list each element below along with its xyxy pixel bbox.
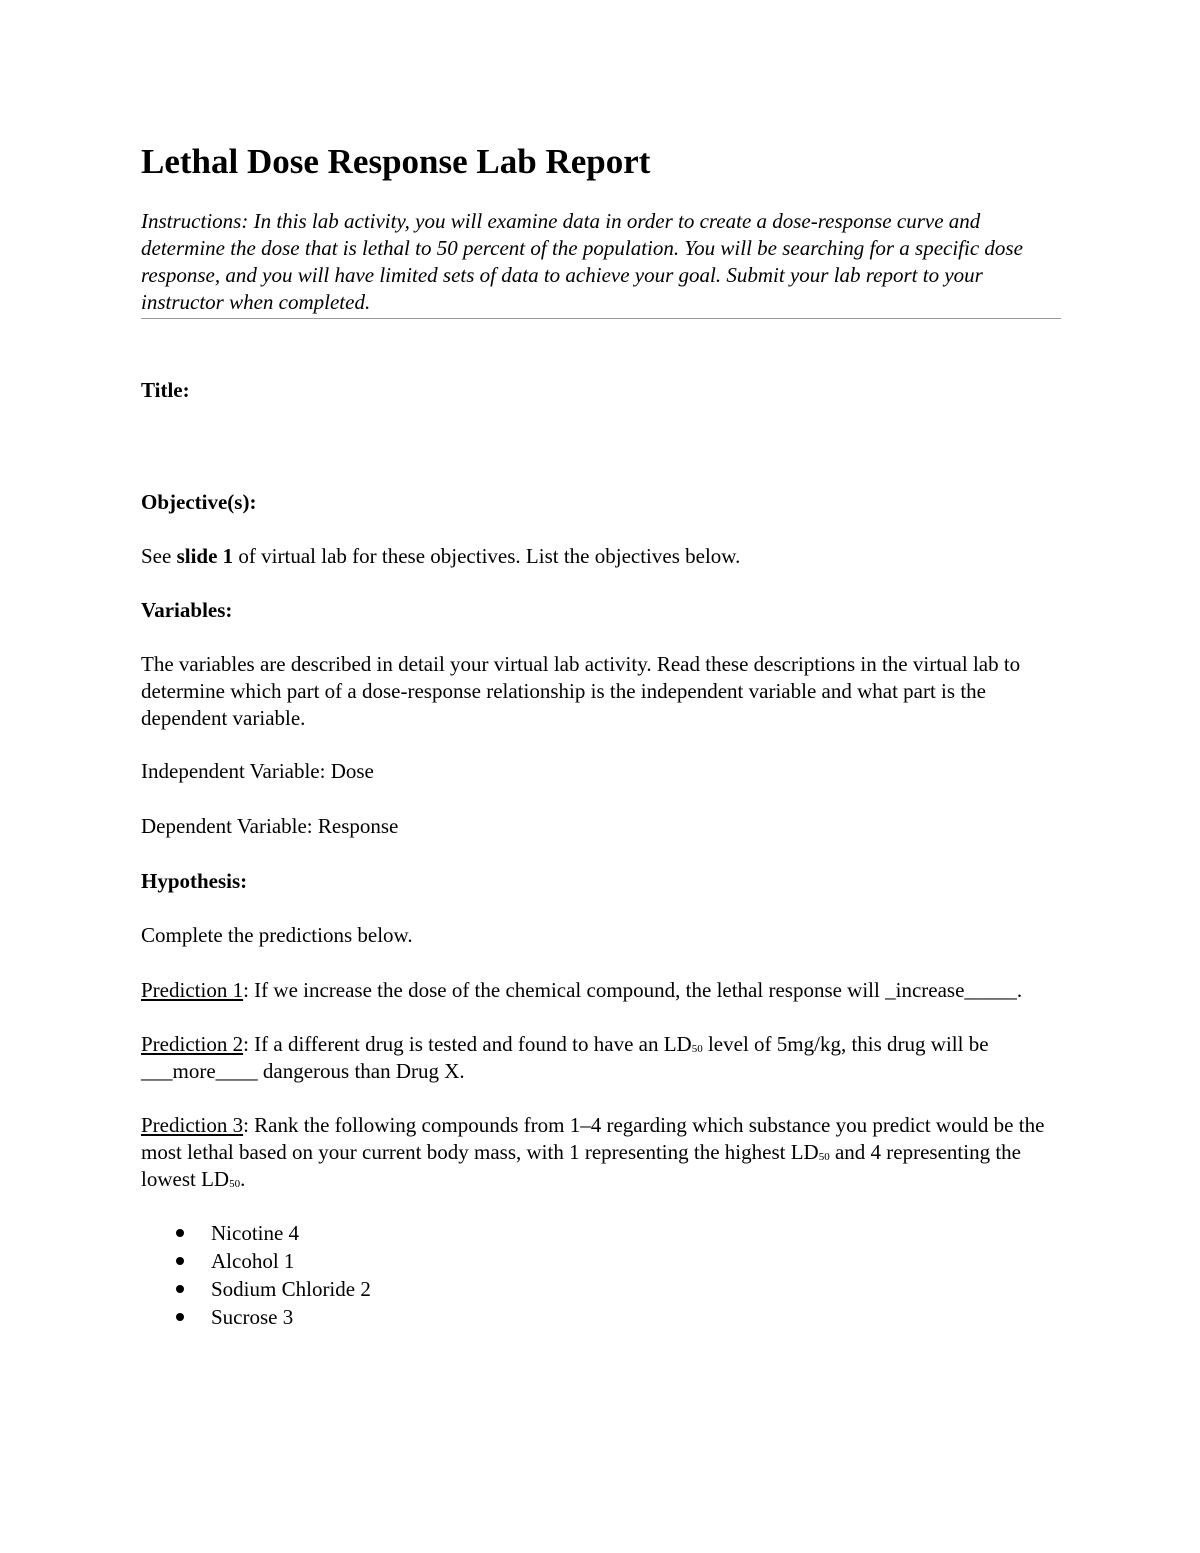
prediction-3-text-c: . [240,1167,246,1191]
objectives-text [141,543,1061,570]
prediction-3-label: Prediction 3 [141,1113,244,1137]
prediction-3 [141,1112,1061,1193]
prediction-1 [141,977,1061,1004]
prediction-1-text: : If we increase the dose of the chemical compound, the lethal response will _increase_____. [243,978,1023,1002]
list-item: Alcohol 1 [141,1247,1061,1275]
prediction-3-text-b: and 4 representing the lowest LD [141,1140,1021,1191]
hypothesis-heading: Hypothesis: [141,869,248,893]
ld50-subscript: 50 [691,1043,703,1055]
ld50-subscript: 50 [818,1151,830,1163]
rankings-list [141,1219,1061,1331]
variables-description: The variables are described in detail your virtual lab activity. Read these descriptions in the virtual lab to determine which part of a dose-response relationship is the independent variable and what part is the dependent variable. [141,652,1021,730]
prediction-2-label: Prediction 2 [141,1032,244,1056]
objectives-text-before: See [141,544,177,568]
hypothesis-intro: Complete the predictions below. [141,923,413,947]
independent-variable: Independent Variable: Dose [141,759,374,783]
variables-heading: Variables: [141,598,233,622]
list-item: Nicotine 4 [141,1219,1061,1247]
prediction-3-text-a: : Rank the following compounds from 1–4 regarding which substance you predict would be the most lethal based on your current body mass, with 1 representing the highest LD [141,1113,1045,1164]
objectives-text-after: of virtual lab for these objectives. List the objectives below. [233,544,741,568]
ld50-subscript: 50 [229,1178,241,1190]
document-content [141,138,1061,1331]
objectives-slide-ref: slide 1 [176,544,234,568]
list-item: Sodium Chloride 2 [141,1275,1061,1303]
prediction-2-text-a: : If a different drug is tested and found to have an LD [243,1032,692,1056]
prediction-1-label: Prediction 1 [141,978,244,1002]
title-heading: Title: [141,378,190,402]
dependent-variable: Dependent Variable: Response [141,814,399,838]
prediction-2-text-b: level of 5mg/kg, this drug will be ___more____ dangerous than Drug X. [141,1032,989,1083]
instructions-paragraph: Instructions: In this lab activity, you will examine data in order to create a dose-response curve and determine the dose that is lethal to 50 percent of the population. You will be searching for a specific dose response, and you will have limited sets of data to achieve your goal. Submit your lab report to your instructor when completed. [141,208,1061,319]
objectives-heading: Objective(s): [141,490,257,514]
list-item: Sucrose 3 [141,1303,1061,1331]
page-title: Lethal Dose Response Lab Report [141,142,651,181]
prediction-2 [141,1031,1061,1085]
